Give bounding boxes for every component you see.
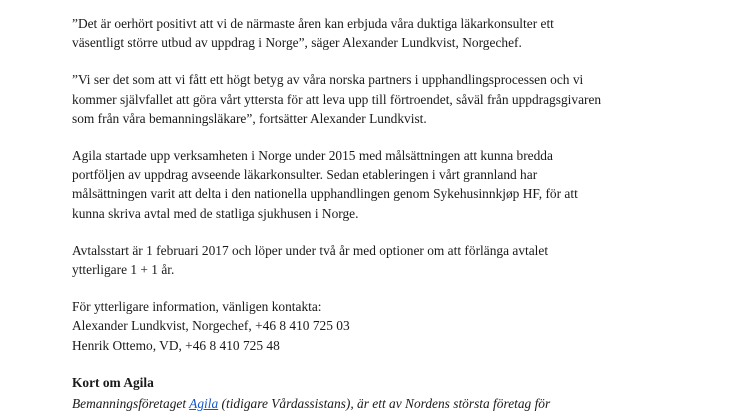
text-line: portföljen av uppdrag avseende läkarkonsulter. Sedan etableringen i vårt grannland har bbox=[72, 167, 538, 183]
contact-paragraph bbox=[72, 297, 692, 355]
text-line: väsentligt större utbud av uppdrag i Norge”, säger Alexander Lundkvist, Norgechef. bbox=[72, 35, 522, 51]
background-paragraph bbox=[72, 146, 692, 223]
agila-link[interactable]: Agila bbox=[189, 396, 219, 412]
contact-alexander: Alexander Lundkvist, Norgechef, +46 8 410 725 03 bbox=[72, 318, 350, 334]
text-line: som från våra bemanningsläkare”, fortsätter Alexander Lundkvist. bbox=[72, 110, 427, 126]
quote-paragraph-1 bbox=[72, 14, 692, 52]
quote-paragraph-2 bbox=[72, 70, 692, 128]
text-line: ”Vi ser det som att vi fått ett högt betyg av våra norska partners i upphandlingsprocessen och vi bbox=[72, 72, 584, 88]
text-line: kommer självfallet att göra vårt yttersta för att leva upp till förtroendet, såväl från uppdragsgivaren bbox=[72, 91, 602, 107]
contract-start-paragraph bbox=[72, 241, 692, 279]
contact-henrik: Henrik Ottemo, VD, +46 8 410 725 48 bbox=[72, 337, 280, 353]
text-line: Agila startade upp verksamheten i Norge under 2015 med målsättningen att kunna bredda bbox=[72, 148, 553, 164]
contact-intro: För ytterligare information, vänligen kontakta: bbox=[72, 299, 322, 315]
text-line: ”Det är oerhört positivt att vi de närmaste åren kan erbjuda våra duktiga läkarkonsulter ett bbox=[72, 16, 554, 31]
about-text-before-link: Bemanningsföretaget bbox=[72, 396, 190, 412]
text-line: Avtalsstart är 1 februari 2017 och löper under två år med optioner om att förlänga avtalet bbox=[72, 242, 549, 258]
about-text bbox=[72, 394, 692, 413]
document-page bbox=[72, 14, 692, 413]
text-line: kunna skriva avtal med de statliga sjukhusen i Norge. bbox=[72, 205, 359, 221]
text-line: målsättningen varit att delta i den nationella upphandlingen genom Sykehusinnkjøp HF, för att bbox=[72, 186, 578, 202]
text-line: ytterligare 1 + 1 år. bbox=[72, 262, 175, 278]
about-heading: Kort om Agila bbox=[72, 374, 154, 390]
about-text-after-link: (tidigare Vårdassistans), är ett av Nordens största företag för bbox=[218, 396, 551, 412]
